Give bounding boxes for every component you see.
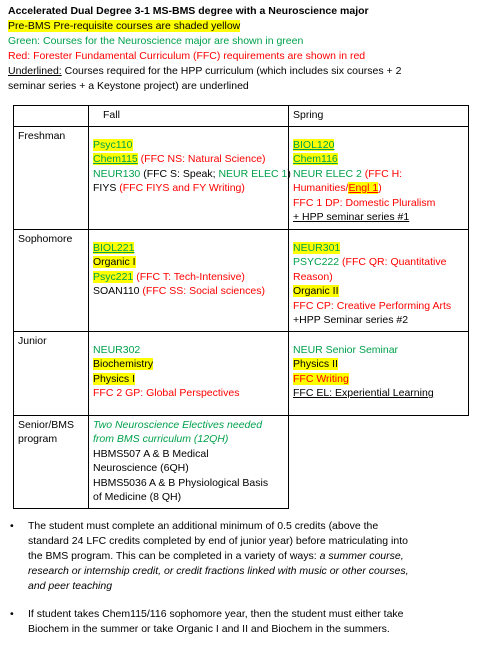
ffc-fiys: (FFC FIYS and FY Writing) bbox=[116, 182, 245, 194]
course-neur130: NEUR130 bbox=[93, 167, 141, 180]
ffc-quant-cont: Reason) bbox=[293, 270, 333, 283]
legend-underlined-label: Underlined: bbox=[8, 65, 62, 77]
junior-spring-cell bbox=[289, 331, 469, 415]
page-title: Accelerated Dual Degree 3-1 MS-BMS degree with a Neuroscience major bbox=[8, 5, 369, 17]
course-hbms5036: HBMS5036 A & B Physiological Basis bbox=[93, 476, 269, 489]
header-fall: Fall bbox=[89, 106, 289, 127]
junior-fall-cell bbox=[89, 331, 289, 415]
row-label-sophomore: Sophomore bbox=[14, 229, 89, 331]
course-psyc222: PSYC222 bbox=[293, 256, 340, 268]
course-soan110: SOAN110 bbox=[93, 285, 140, 297]
senior-empty-cell bbox=[289, 415, 469, 508]
course-fiys: FIYS bbox=[93, 182, 117, 194]
course-organic-1: Organic I bbox=[93, 256, 136, 268]
freshman-spring-cell bbox=[289, 126, 469, 229]
ffc-creative: FFC CP: Creative Performing Arts bbox=[293, 299, 452, 312]
neur-senior-seminar: NEUR Senior Seminar bbox=[293, 343, 399, 356]
course-chem116: Chem116 bbox=[293, 153, 338, 165]
bullet-1-line-2: standard 24 LFC credits completed by end of junior year) before matriculating into bbox=[28, 535, 408, 547]
paren-close: ) bbox=[287, 167, 291, 180]
course-neur301: NEUR301 bbox=[293, 241, 341, 254]
course-psyc110: Psyc110 bbox=[93, 138, 133, 151]
legend-underlined bbox=[8, 64, 470, 79]
freshman-fall-cell bbox=[89, 126, 289, 229]
row-label-senior-1: Senior/BMS bbox=[18, 418, 75, 431]
legend-green: Green: Courses for the Neuroscience major are shown in green bbox=[8, 35, 304, 47]
bullet-1-summer: a summer course, bbox=[319, 550, 404, 562]
bullet-1-line-1: The student must complete an additional minimum of 0.5 credits (above the bbox=[28, 520, 379, 532]
ffc-humanities: (FFC H: bbox=[361, 167, 403, 180]
sophomore-fall-cell bbox=[89, 229, 289, 331]
ffc-tech: (FFC T: Tech-Intensive) bbox=[133, 270, 245, 283]
course-neur302: NEUR302 bbox=[93, 343, 141, 356]
bullet-dot-2: • bbox=[10, 608, 14, 620]
course-physics-2: Physics II bbox=[293, 358, 338, 370]
legend-underlined-text: Courses required for the HPP curriculum (which includes six courses + 2 bbox=[61, 65, 402, 77]
course-organic-2: Organic II bbox=[293, 285, 339, 297]
ffc-global: FFC 2 GP: Global Perspectives bbox=[93, 387, 240, 399]
senior-fall-cell bbox=[89, 415, 289, 508]
course-biol221: BIOL221 bbox=[93, 241, 135, 254]
neuro-electives: Two Neuroscience Electives needed bbox=[93, 418, 263, 431]
legend-red: Red: Forester Fundamental Curriculum (FFC) requirements are shown in red bbox=[8, 50, 366, 62]
ffc-domestic-pluralism: FFC 1 DP: Domestic Pluralism bbox=[293, 196, 436, 209]
bullet-credits bbox=[10, 519, 448, 594]
neuro-electives-cont: from BMS curriculum (12QH) bbox=[93, 433, 229, 445]
ffc-writing: FFC Writing bbox=[293, 372, 349, 385]
ffc-social: (FFC SS: Social sciences) bbox=[139, 285, 265, 297]
row-label-freshman: Freshman bbox=[14, 126, 89, 229]
bullet-1-line-5: and peer teaching bbox=[28, 580, 113, 592]
course-hbms5036-cont: of Medicine (8 QH) bbox=[93, 491, 182, 503]
row-label-junior: Junior bbox=[14, 331, 89, 415]
course-plan-table bbox=[13, 105, 469, 509]
legend-underlined-cont: seminar series + a Keystone project) are underlined bbox=[8, 80, 249, 92]
course-physics-1: Physics I bbox=[93, 372, 136, 385]
ffc-experiential: FFC EL: Experiential Learning bbox=[293, 387, 434, 399]
ffc-ns: (FFC NS: Natural Science) bbox=[137, 153, 266, 165]
bullet-chem bbox=[10, 607, 448, 637]
course-psyc221: Psyc221 bbox=[93, 270, 134, 283]
bullet-2-line-1: If student takes Chem115/116 sophomore year, then the student must either take bbox=[28, 608, 404, 620]
bullet-1-line-4: research or internship credit, or credit fractions linked with music or other courses, bbox=[28, 565, 409, 577]
hpp-seminar-1: + HPP seminar series #1 bbox=[293, 211, 410, 223]
course-biochemistry: Biochemistry bbox=[93, 358, 154, 370]
row-label-senior bbox=[14, 415, 89, 508]
header-spring: Spring bbox=[289, 106, 469, 127]
ffc-humanities-cont: Humanities/ bbox=[293, 182, 349, 194]
course-engl1: Engl 1 bbox=[348, 182, 379, 194]
legend-header bbox=[8, 4, 470, 94]
sophomore-spring-cell bbox=[289, 229, 469, 331]
row-label-senior-2: program bbox=[18, 433, 58, 445]
course-biol120: BIOL120 bbox=[293, 138, 335, 151]
neur-elec-2: NEUR ELEC 2 bbox=[293, 167, 362, 180]
neur-elec-1: NEUR ELEC 1 bbox=[218, 167, 288, 180]
course-hbms507-cont: Neuroscience (6QH) bbox=[93, 462, 189, 474]
corner-cell bbox=[14, 106, 89, 127]
bullet-2-line-2: Biochem in the summer or take Organic I and II and Biochem in the summers. bbox=[28, 623, 390, 635]
ffc-speak: (FFC S: Speak; bbox=[140, 167, 219, 180]
legend-prereq: Pre-BMS Pre-requisite courses are shaded yellow bbox=[8, 20, 241, 32]
course-hbms507: HBMS507 A & B Medical bbox=[93, 447, 209, 460]
course-chem115: Chem115 bbox=[93, 153, 138, 165]
hpp-seminar-2: +HPP Seminar series #2 bbox=[293, 314, 409, 326]
ffc-quant: (FFC QR: Quantitative bbox=[339, 256, 447, 268]
bullet-dot: • bbox=[10, 520, 14, 532]
bullet-1-line-3: the BMS program. This can be completed in a variety of ways: bbox=[28, 550, 320, 562]
paren-close-2: ) bbox=[378, 182, 382, 194]
